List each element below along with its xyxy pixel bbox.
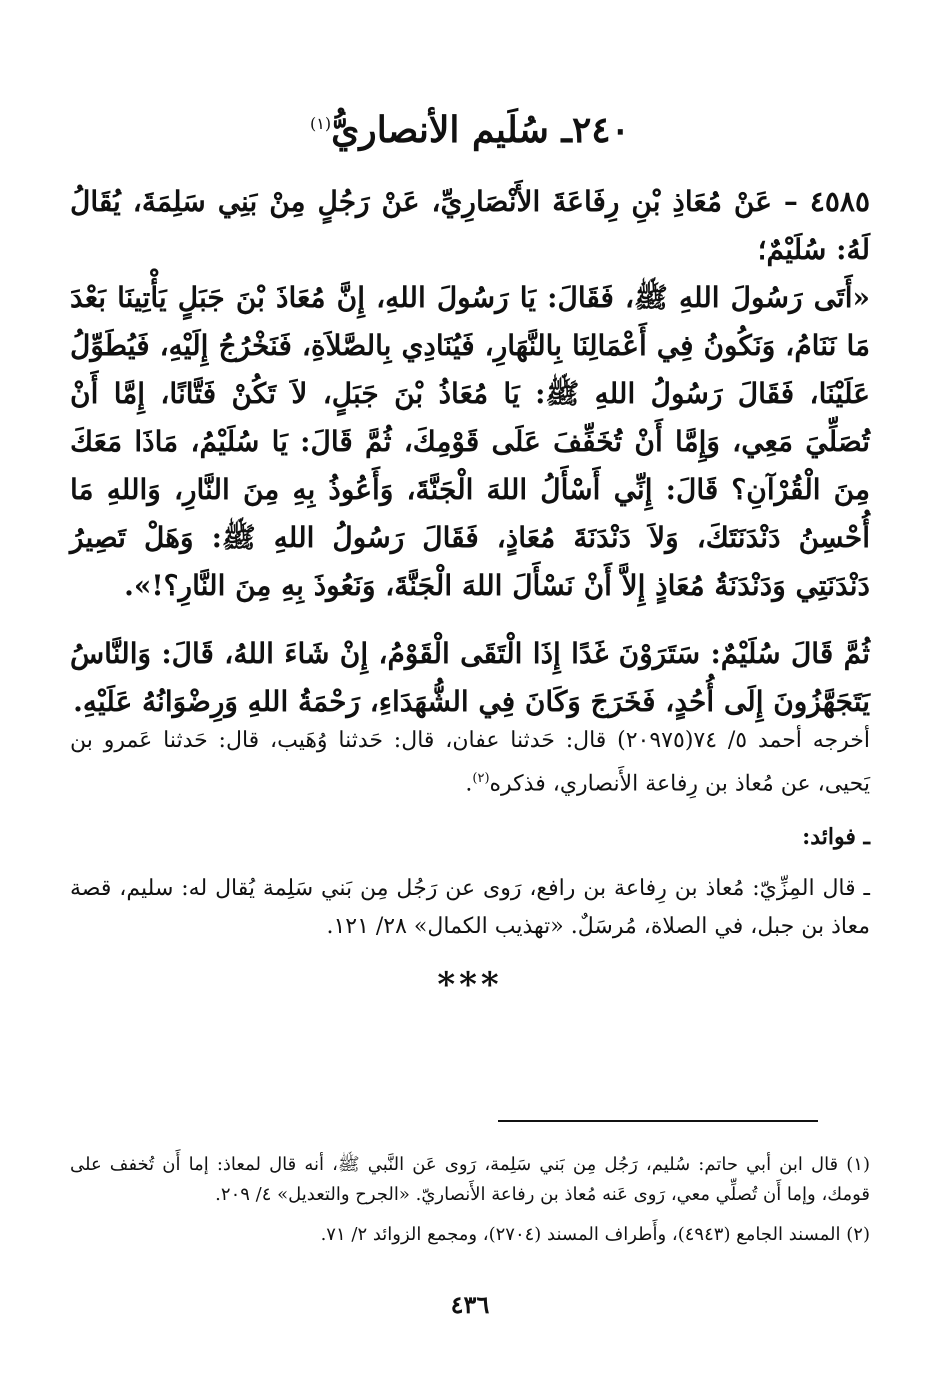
chapter-title	[0, 100, 940, 154]
hadith-intro-text: – عَنْ مُعَاذِ بْنِ رِفَاعَةَ الأَنْصَارِيِّ، عَنْ رَجُلٍ مِنْ بَنِي سَلِمَةَ، يُقَالُ لَهُ: سُلَيْمٌ؛	[70, 185, 870, 266]
takhrij-paragraph	[70, 722, 870, 803]
section-separator: ***	[437, 965, 503, 1005]
footnote-2: (٢) المسند الجامع (٤٩٤٣)، وأَطراف المسند (٢٧٠٤)، ومجمع الزوائد ٢/ ٧١.	[320, 1224, 870, 1245]
takhrij-footnote-ref: (٢)	[472, 771, 490, 786]
chapter-title-text: ٢٤٠ـ سُلَيم الأنصاريُّ	[331, 109, 630, 151]
hadith-continuation: ثُمَّ قَالَ سُلَيْمٌ: سَتَرَوْنَ غَدًا إِذَا الْتَقَى الْقَوْمُ، إِنْ شَاءَ اللهُ، قَالَ: وَالنَّاسُ يَتَجَهَّزُونَ إِلَى أُحُدٍ، فَخَرَجَ وَكَانَ فِي الشُّهَدَاءِ، رَحْمَةُ اللهِ وَرِضْوَانُهُ عَلَيْهِ.	[70, 637, 870, 718]
title-footnote-ref: (١)	[310, 114, 332, 133]
fawaid-text: ـ قال المِزِّيّ: مُعاذ بن رِفاعة بن رافع، رَوى عن رَجُل مِن بَني سَلِمة يُقال له: سليم، قصة معاذ بن جبل، في الصلاة، مُرسَلٌ. «تهذيب الكمال» ٢٨/ ١٢١.	[70, 876, 870, 939]
footnote-divider	[498, 1120, 818, 1122]
footnote-1: (١) قال ابن أبي حاتم: سُليم، رَجُل مِن بَني سَلِمة، رَوى عَن النَّبي ﷺ، أنه قال لمعاذ: إما أَن تُخفف على قومك، وإما أَن تُصلِّي معي، رَوى عَنه مُعاذ بن رفاعة الأَنصاريّ. «الجرح والتعديل» ٤/ ٢٠٩.	[70, 1154, 870, 1205]
fawaid-heading: ـ فوائد:	[802, 824, 870, 850]
hadith-intro	[70, 178, 870, 274]
takhrij-text: أخرجه أحمد ٥/ ٧٤(٢٠٩٧٥) قال: حَدثنا عفان، قال: حَدثنا وُهَيب، قال: حَدثنا عَمرو بن يَحيى، عن مُعاذ بن رِفاعة الأَنصاري، فذكره	[70, 728, 870, 797]
hadith-number: ٤٥٨٥	[809, 185, 870, 218]
page-number: ٤٣٦	[450, 1290, 490, 1319]
hadith-text: «أَتَى رَسُولَ اللهِ ﷺ، فَقَالَ: يَا رَسُولَ اللهِ، إِنَّ مُعَاذَ بْنَ جَبَلٍ يَأْتِينَا بَعْدَ مَا نَنَامُ، وَنَكُونُ فِي أَعْمَالِنَا بِالنَّهَارِ، فَيُنَادِي بِالصَّلاَةِ، فَنَخْرُجُ إِلَيْهِ، فَيُطَوِّلُ عَلَيْنَا، فَقَالَ رَسُولُ اللهِ ﷺ: يَا مُعَاذُ بْنَ جَبَلٍ، لاَ تَكُنْ فَتَّانًا، إِمَّا أَنْ تُصَلِّيَ مَعِي، وَإِمَّا أَنْ تُخَفِّفَ عَلَى قَوْمِكَ، ثُمَّ قَالَ: يَا سُلَيْمُ، مَاذَا مَعَكَ مِنَ الْقُرْآنِ؟ قَالَ: إِنِّي أَسْأَلُ اللهَ الْجَنَّةَ، وَأَعُوذُ بِهِ مِنَ النَّارِ، وَاللهِ مَا أُحْسِنُ دَنْدَنَتَكَ، وَلاَ دَنْدَنَةَ مُعَاذٍ، فَقَالَ رَسُولُ اللهِ ﷺ: وَهَلْ تَصِيرُ دَنْدَنَتِي وَدَنْدَنَةُ مُعَاذٍ إِلاَّ أَنْ نَسْأَلَ اللهَ الْجَنَّةَ، وَنَعُوذَ بِهِ مِنَ النَّارِ؟!».	[70, 281, 870, 602]
takhrij-end: .	[465, 771, 473, 797]
